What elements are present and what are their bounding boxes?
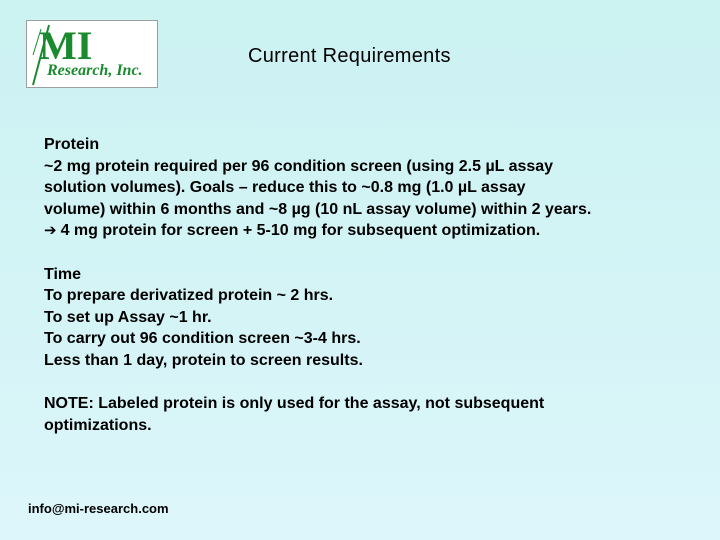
note-section [44, 393, 684, 436]
logo-graphic [27, 21, 157, 87]
logo-sub-text: Research, Inc. [47, 62, 143, 79]
protein-arrow-text: 4 mg protein for screen + 5-10 mg for subsequent optimization. [60, 222, 541, 240]
logo-main-text: MI [39, 23, 93, 68]
time-line: To prepare derivatized protein ~ 2 hrs. [44, 287, 334, 305]
time-section [44, 264, 684, 372]
time-line: To carry out 96 condition screen ~3-4 hrs. [44, 330, 361, 348]
arrow-right-icon: ➔ [44, 221, 57, 240]
slide-content [44, 134, 684, 458]
note-text: NOTE: Labeled protein is only used for the assay, not subsequent optimizations. [44, 395, 545, 434]
time-heading: Time [44, 265, 82, 283]
time-line: To set up Assay ~1 hr. [44, 308, 212, 326]
protein-heading: Protein [44, 136, 100, 153]
contact-email[interactable]: info@mi-research.com [28, 501, 169, 516]
time-line: Less than 1 day, protein to screen results. [44, 351, 363, 369]
protein-arrow-line [44, 220, 684, 242]
protein-line: volume) within 6 months and ~8 µg (10 nL assay volume) within 2 years. [44, 200, 592, 218]
protein-line: ~2 mg protein required per 96 condition screen (using 2.5 µL assay [44, 157, 554, 175]
page-title: Current Requirements [248, 45, 451, 67]
protein-line: solution volumes). Goals – reduce this to ~0.8 mg (1.0 µL assay [44, 179, 526, 197]
protein-section [44, 134, 684, 242]
company-logo [26, 20, 158, 88]
